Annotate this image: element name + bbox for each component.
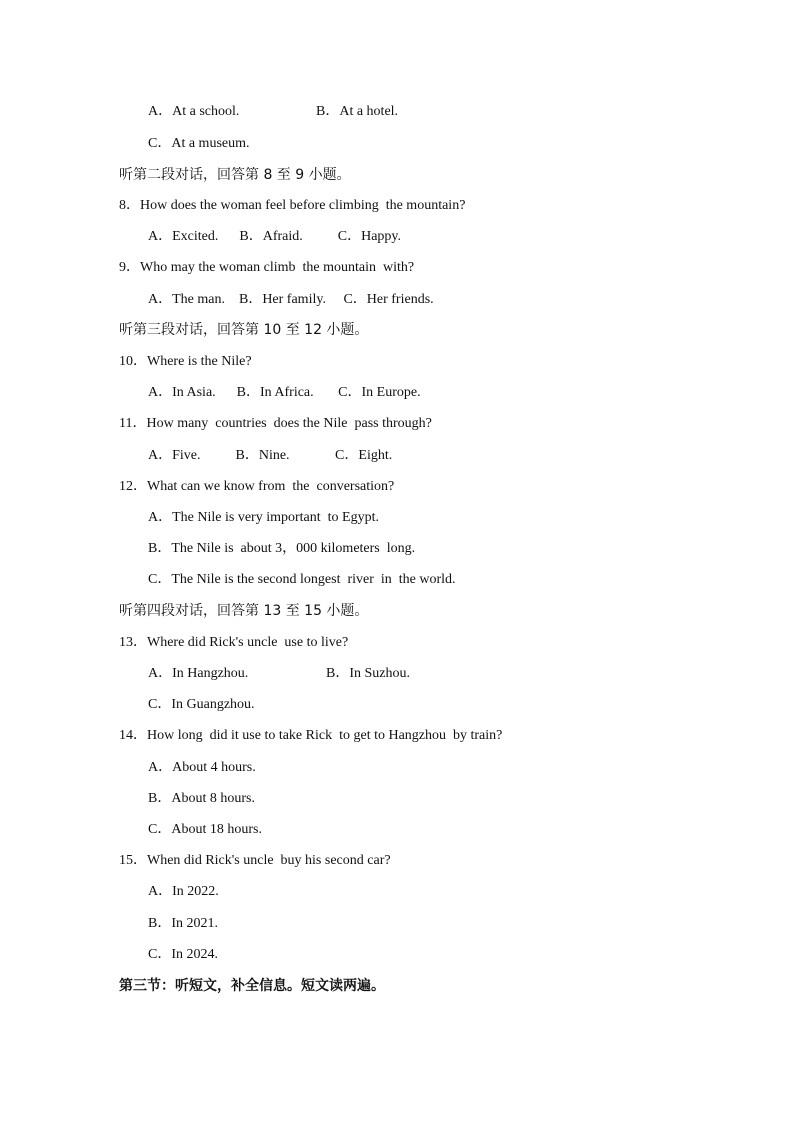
- option-15a: A．In 2022.: [148, 884, 219, 899]
- question-13: 13．Where did Rick's uncle use to live?: [119, 635, 349, 650]
- question-15: 15．When did Rick's uncle buy his second car?: [119, 853, 391, 868]
- option-14b: B．About 8 hours.: [148, 791, 255, 806]
- section-heading-3: 听第三段对话，回答第 10 至 12 小题。: [119, 322, 369, 338]
- question-14: 14．How long did it use to take Rick to get to Hangzhou by train?: [119, 728, 503, 743]
- question-12: 12．What can we know from the conversation?: [119, 479, 395, 494]
- option-12a: A．The Nile is very important to Egypt.: [148, 510, 379, 525]
- option-14a: A．About 4 hours.: [148, 760, 256, 775]
- question-11: 11．How many countries does the Nile pass through?: [119, 416, 432, 431]
- options-11: A．Five. B．Nine. C．Eight.: [148, 448, 393, 463]
- options-8: A．Excited. B．Afraid. C．Happy.: [148, 229, 401, 244]
- option-7c: C．At a museum.: [148, 136, 250, 151]
- option-13c: C．In Guangzhou.: [148, 697, 255, 712]
- section-heading-4: 听第四段对话，回答第 13 至 15 小题。: [119, 603, 369, 619]
- option-7b: B．At a hotel.: [316, 104, 399, 119]
- question-8: 8．How does the woman feel before climbing the mountain?: [119, 198, 466, 213]
- option-12c: C．The Nile is the second longest river in the world.: [148, 572, 456, 587]
- option-14c: C．About 18 hours.: [148, 822, 262, 837]
- option-13b: B．In Suzhou.: [326, 666, 410, 681]
- option-15b: B．In 2021.: [148, 916, 218, 931]
- options-9: A．The man. B．Her family. C．Her friends.: [148, 292, 434, 307]
- option-7a: A．At a school.: [148, 104, 240, 119]
- option-13a: A．In Hangzhou.: [148, 666, 249, 681]
- options-10: A．In Asia. B．In Africa. C．In Europe.: [148, 385, 421, 400]
- question-9: 9．Who may the woman climb the mountain with?: [119, 260, 415, 275]
- option-12b: B．The Nile is about 3，000 kilometers long.: [148, 541, 416, 556]
- option-15c: C．In 2024.: [148, 947, 218, 962]
- section-heading-2: 听第二段对话，回答第 8 至 9 小题。: [119, 167, 351, 183]
- section-3-heading: 第三节：听短文，补全信息。短文读两遍。: [119, 978, 385, 994]
- question-10: 10．Where is the Nile?: [119, 354, 252, 369]
